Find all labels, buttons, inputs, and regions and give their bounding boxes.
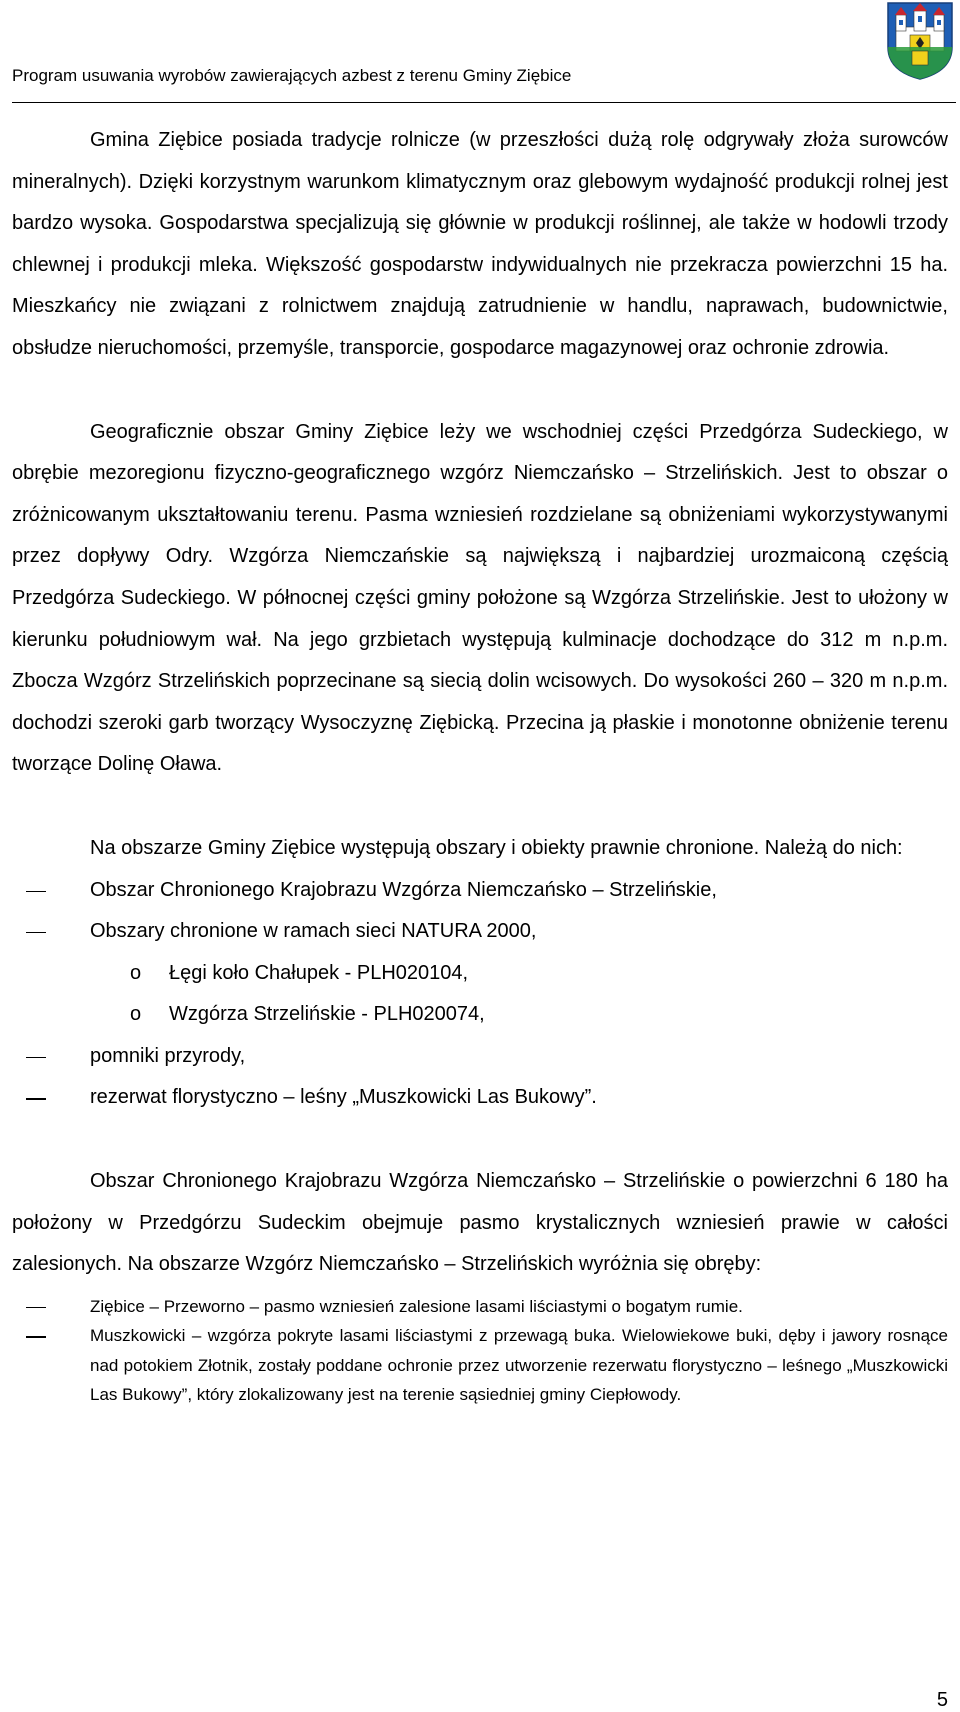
list-item: Obszar Chronionego Krajobrazu Wzgórza Niemczańsko – Strzelińskie, [12, 870, 948, 912]
paragraph-landscape-area: Obszar Chronionego Krajobrazu Wzgórza Niemczańsko – Strzelińskie o powierzchni 6 180 ha położony w Przedgórzu Sudeckim obejmuje pasmo krystalicznych wzniesień prawie w całości zalesionych. Na obszarze Wzgórz Niemczańsko – Strzelińskich wyróżnia się obręby: [12, 1170, 948, 1276]
list-item: Muszkowicki – wzgórza pokryte lasami liściastymi z przewagą buka. Wielowiekowe buki, dęby i jawory rosnące nad potokiem Złotnik, zostały poddane ochronie przez utworzenie rezerwatu florystyczno – leśnego „Muszkowicki Las Bukowy”, który zlokalizowany jest na terenie sąsiedniej gminy Ciepłowody. [12, 1321, 948, 1410]
natura-sublist [12, 953, 948, 1036]
paragraph-geography: Geograficznie obszar Gminy Ziębice leży we wschodniej części Przedgórza Sudeckiego, w obrębie mezoregionu fizyczno-geograficznego wzgórz Niemczańsko – Strzelińskich. Jest to obszar o zróżnicowanym ukształtowaniu terenu. Pasma wzniesień rozdzielane są obniżeniami wykorzystywanymi przez dopływy Odry. Wzgórza Niemczańskie są największą i najbardziej urozmaiconą częścią Przedgórza Sudeckiego. W północnej części gminy położone są Wzgórza Strzelińskie. Jest to ułożony w kierunku południowym wał. Na jego grzbietach występują kulminacje dochodzące do 312 m n.p.m. Zbocza Wzgórz Strzelińskich poprzecinane są siecią dolin wcisowych. Do wysokości 260 – 320 m n.p.m. dochodzi szeroki garb tworzący Wysoczyznę Ziębicką. Przecina ją płaskie i monotonne obniżenie terenu tworzące Dolinę Oława. [12, 420, 948, 776]
areas-list [12, 1292, 948, 1410]
page-number: 5 [936, 1689, 948, 1711]
protected-areas-list-cont [12, 1036, 948, 1119]
list-item: Obszary chronione w ramach sieci NATURA 2000, [12, 911, 948, 953]
list-item: pomniki przyrody, [12, 1036, 948, 1078]
sublist-item: o Łęgi koło Chałupek - PLH020104, [12, 953, 948, 995]
paragraph-protected-intro: Na obszarze Gminy Ziębice występują obszary i obiekty prawnie chronione. Należą do nich: [90, 836, 903, 859]
document-body [12, 120, 948, 1410]
bullet-marker: o [130, 1003, 142, 1026]
bullet-marker: o [130, 961, 142, 984]
sublist-item: o Wzgórza Strzelińskie - PLH020074, [12, 994, 948, 1036]
list-item: Ziębice – Przeworno – pasmo wzniesień zalesione lasami liściastymi o bogatym rumie. [12, 1292, 948, 1322]
paragraph-agriculture: Gmina Ziębice posiada tradycje rolnicze (w przeszłości dużą rolę odgrywały złoża surowców mineralnych). Dzięki korzystnym warunkom klimatycznym oraz glebowym wydajność produkcji rolnej jest bardzo wysoka. Gospodarstwa specjalizują się głównie w produkcji roślinnej, ale także w hodowli trzody chlewnej i produkcji mleka. Większość gospodarstw indywidualnych nie przekracza powierzchni 15 ha. Mieszkańcy nie związani z rolnictwem znajdują zatrudnienie w handlu, naprawach, budownictwie, obsłudze nieruchomości, przemyśle, transporcie, gospodarce magazynowej oraz ochronie zdrowia. [12, 129, 948, 359]
page-header [12, 0, 956, 103]
protected-areas-list [12, 870, 948, 953]
coat-of-arms-icon [886, 1, 954, 81]
list-item: rezerwat florystyczno – leśny „Muszkowicki Las Bukowy”. [12, 1077, 948, 1119]
header-title: Program usuwania wyrobów zawierających azbest z terenu Gminy Ziębice [12, 66, 572, 85]
